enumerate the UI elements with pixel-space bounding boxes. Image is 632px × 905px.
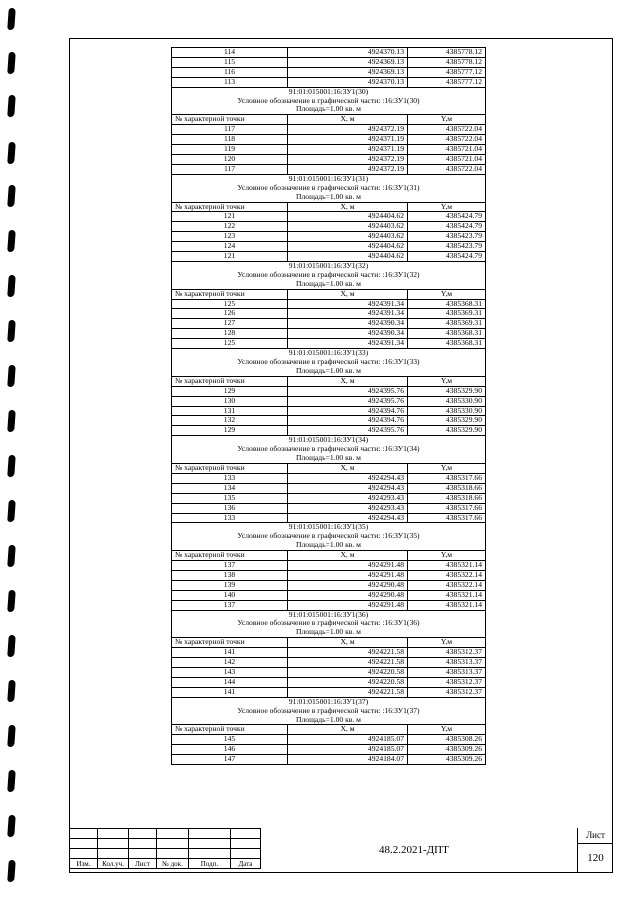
x-coordinate-cell: 4924291.48 xyxy=(288,570,408,580)
x-coordinate-cell: 4924390.34 xyxy=(288,329,408,339)
cadastral-number: 91:01:015001:16:ЗУ1(31) xyxy=(172,174,486,183)
x-coordinate-cell: 4924391.34 xyxy=(288,309,408,319)
point-number-cell: 128 xyxy=(172,329,288,339)
y-header: Y,м xyxy=(408,551,486,561)
x-coordinate-cell: 4924221.58 xyxy=(288,658,408,668)
table-row xyxy=(172,242,486,252)
x-coordinate-cell: 4924391.34 xyxy=(288,339,408,349)
x-coordinate-cell: 4924403.62 xyxy=(288,232,408,242)
table-row xyxy=(172,164,486,174)
binding-hole-mark xyxy=(7,860,16,882)
revision-header-row xyxy=(70,859,261,869)
point-number-cell: 133 xyxy=(172,513,288,523)
point-number-cell: 143 xyxy=(172,668,288,678)
y-coordinate-cell: 4385368.31 xyxy=(408,339,486,349)
x-coordinate-cell: 4924370.13 xyxy=(288,48,408,58)
x-coordinate-cell: 4924371.19 xyxy=(288,135,408,145)
table-row xyxy=(172,600,486,610)
x-coordinate-cell: 4924221.58 xyxy=(288,648,408,658)
designation-caption-row xyxy=(172,184,486,193)
table-row xyxy=(172,222,486,232)
x-coordinate-cell: 4924290.48 xyxy=(288,590,408,600)
point-number-cell: 124 xyxy=(172,242,288,252)
point-number-cell: 122 xyxy=(172,222,288,232)
x-header: X, м xyxy=(288,463,408,473)
column-header-row xyxy=(172,289,486,299)
designation-caption: Условное обозначение в графической части: :16:ЗУ1(34) xyxy=(172,445,486,454)
x-coordinate-cell: 4924371.19 xyxy=(288,145,408,155)
table-row xyxy=(172,125,486,135)
point-number-cell: 147 xyxy=(172,755,288,765)
y-coordinate-cell: 4385321.14 xyxy=(408,590,486,600)
designation-caption-row xyxy=(172,619,486,628)
table-row xyxy=(172,329,486,339)
document-code: 48.2.2021-ДПТ xyxy=(379,844,449,856)
point-number-header: № характерной точки xyxy=(172,463,288,473)
binding-hole-mark xyxy=(7,680,16,702)
point-number-cell: 127 xyxy=(172,319,288,329)
area-caption-row xyxy=(172,280,486,289)
designation-caption-row xyxy=(172,271,486,280)
area-caption-row xyxy=(172,541,486,550)
title-block xyxy=(69,828,613,873)
area-caption: Площадь=1.00 кв. м xyxy=(172,628,486,637)
table-row xyxy=(172,570,486,580)
column-header-row xyxy=(172,551,486,561)
area-caption: Площадь=1.00 кв. м xyxy=(172,716,486,725)
point-number-cell: 125 xyxy=(172,299,288,309)
point-number-cell: 129 xyxy=(172,386,288,396)
point-number-cell: 137 xyxy=(172,561,288,571)
table-row xyxy=(172,319,486,329)
x-header: X, м xyxy=(288,202,408,212)
y-coordinate-cell: 4385423.79 xyxy=(408,232,486,242)
table-row xyxy=(172,416,486,426)
x-coordinate-cell: 4924404.62 xyxy=(288,242,408,252)
cadastral-number: 91:01:015001:16:ЗУ1(36) xyxy=(172,610,486,619)
binding-hole-mark xyxy=(7,455,16,477)
point-number-cell: 141 xyxy=(172,648,288,658)
binding-hole-mark xyxy=(7,230,16,252)
area-caption-row xyxy=(172,628,486,637)
point-number-cell: 115 xyxy=(172,57,288,67)
point-number-cell: 138 xyxy=(172,570,288,580)
point-number-cell: 129 xyxy=(172,426,288,436)
table-row xyxy=(172,135,486,145)
cadastral-number-row xyxy=(172,610,486,619)
designation-caption-row xyxy=(172,358,486,367)
area-caption: Площадь=1.00 кв. м xyxy=(172,541,486,550)
x-coordinate-cell: 4924369.13 xyxy=(288,67,408,77)
x-coordinate-cell: 4924293.43 xyxy=(288,503,408,513)
column-header-row xyxy=(172,638,486,648)
column-header-row xyxy=(172,725,486,735)
designation-caption: Условное обозначение в графической части: :16:ЗУ1(33) xyxy=(172,358,486,367)
table-row xyxy=(172,77,486,87)
table-row xyxy=(172,590,486,600)
cadastral-number: 91:01:015001:16:ЗУ1(32) xyxy=(172,261,486,270)
table-row xyxy=(172,299,486,309)
y-coordinate-cell: 4385329.90 xyxy=(408,416,486,426)
cadastral-number-row xyxy=(172,261,486,270)
x-header: X, м xyxy=(288,638,408,648)
x-coordinate-cell: 4924394.76 xyxy=(288,406,408,416)
binding-hole-mark xyxy=(7,185,16,207)
point-number-cell: 120 xyxy=(172,154,288,164)
x-coordinate-cell: 4924394.76 xyxy=(288,416,408,426)
x-coordinate-cell: 4924370.13 xyxy=(288,77,408,87)
table-row xyxy=(172,426,486,436)
y-coordinate-cell: 4385330.90 xyxy=(408,406,486,416)
y-coordinate-cell: 4385777.12 xyxy=(408,77,486,87)
x-coordinate-cell: 4924293.43 xyxy=(288,493,408,503)
binding-hole-mark xyxy=(7,500,16,522)
designation-caption: Условное обозначение в графической части: :16:ЗУ1(32) xyxy=(172,271,486,280)
column-header-row xyxy=(172,202,486,212)
y-coordinate-cell: 4385322.14 xyxy=(408,570,486,580)
column-header-row xyxy=(172,376,486,386)
point-number-cell: 144 xyxy=(172,677,288,687)
x-coordinate-cell: 4924404.62 xyxy=(288,252,408,262)
table-row xyxy=(172,406,486,416)
table-row xyxy=(172,309,486,319)
area-caption: Площадь=1.00 кв. м xyxy=(172,105,486,114)
point-number-cell: 126 xyxy=(172,309,288,319)
binding-hole-mark xyxy=(7,8,16,30)
sheet-number: 120 xyxy=(587,852,604,864)
x-coordinate-cell: 4924220.58 xyxy=(288,677,408,687)
point-number-cell: 139 xyxy=(172,580,288,590)
y-coordinate-cell: 4385424.79 xyxy=(408,252,486,262)
table-row xyxy=(172,648,486,658)
x-coordinate-cell: 4924184.07 xyxy=(288,755,408,765)
binding-hole-mark xyxy=(7,320,16,342)
y-header: Y,м xyxy=(408,115,486,125)
y-coordinate-cell: 4385309.26 xyxy=(408,745,486,755)
x-coordinate-cell: 4924220.58 xyxy=(288,668,408,678)
y-coordinate-cell: 4385318.66 xyxy=(408,493,486,503)
revision-column-label: № док. xyxy=(157,859,189,869)
cadastral-number-row xyxy=(172,523,486,532)
cadastral-number-row xyxy=(172,697,486,706)
table-row xyxy=(172,735,486,745)
y-header: Y,м xyxy=(408,289,486,299)
binding-hole-mark xyxy=(7,725,16,747)
designation-caption-row xyxy=(172,97,486,106)
designation-caption: Условное обозначение в графической части: :16:ЗУ1(37) xyxy=(172,707,486,716)
area-caption: Площадь=1.00 кв. м xyxy=(172,367,486,376)
y-coordinate-cell: 4385313.37 xyxy=(408,668,486,678)
cadastral-number: 91:01:015001:16:ЗУ1(33) xyxy=(172,349,486,358)
area-caption-row xyxy=(172,716,486,725)
y-coordinate-cell: 4385722.04 xyxy=(408,164,486,174)
binding-hole-mark xyxy=(7,770,16,792)
x-header: X, м xyxy=(288,289,408,299)
point-number-header: № характерной точки xyxy=(172,638,288,648)
y-coordinate-cell: 4385317.66 xyxy=(408,503,486,513)
designation-caption-row xyxy=(172,445,486,454)
point-number-cell: 118 xyxy=(172,135,288,145)
x-coordinate-cell: 4924185.07 xyxy=(288,735,408,745)
table-row xyxy=(172,745,486,755)
area-caption-row xyxy=(172,454,486,463)
area-caption-row xyxy=(172,193,486,202)
y-coordinate-cell: 4385330.90 xyxy=(408,396,486,406)
table-row xyxy=(172,483,486,493)
point-number-cell: 145 xyxy=(172,735,288,745)
x-header: X, м xyxy=(288,376,408,386)
cadastral-number-row xyxy=(172,349,486,358)
column-header-row xyxy=(172,115,486,125)
cadastral-number: 91:01:015001:16:ЗУ1(30) xyxy=(172,87,486,96)
y-coordinate-cell: 4385424.79 xyxy=(408,212,486,222)
y-coordinate-cell: 4385312.37 xyxy=(408,648,486,658)
y-coordinate-cell: 4385368.31 xyxy=(408,329,486,339)
y-coordinate-cell: 4385309.26 xyxy=(408,755,486,765)
point-number-cell: 140 xyxy=(172,590,288,600)
binding-hole-mark xyxy=(7,410,16,432)
designation-caption: Условное обозначение в графической части: :16:ЗУ1(35) xyxy=(172,532,486,541)
point-number-cell: 141 xyxy=(172,687,288,697)
binding-hole-mark xyxy=(7,142,16,164)
y-coordinate-cell: 4385424.79 xyxy=(408,222,486,232)
x-coordinate-cell: 4924372.19 xyxy=(288,125,408,135)
cadastral-number: 91:01:015001:16:ЗУ1(35) xyxy=(172,523,486,532)
binding-hole-mark xyxy=(7,815,16,837)
point-number-header: № характерной точки xyxy=(172,551,288,561)
designation-caption-row xyxy=(172,532,486,541)
point-number-header: № характерной точки xyxy=(172,376,288,386)
y-coordinate-cell: 4385778.12 xyxy=(408,48,486,58)
x-coordinate-cell: 4924294.43 xyxy=(288,513,408,523)
y-header: Y,м xyxy=(408,725,486,735)
point-number-cell: 123 xyxy=(172,232,288,242)
y-coordinate-cell: 4385317.66 xyxy=(408,513,486,523)
y-coordinate-cell: 4385722.04 xyxy=(408,135,486,145)
point-number-cell: 121 xyxy=(172,212,288,222)
revision-table xyxy=(69,828,261,869)
area-caption-row xyxy=(172,367,486,376)
table-row xyxy=(172,396,486,406)
table-row xyxy=(172,473,486,483)
area-caption: Площадь=1.00 кв. м xyxy=(172,280,486,289)
y-coordinate-cell: 4385329.90 xyxy=(408,426,486,436)
revision-column-label: Изм. xyxy=(70,859,98,869)
point-number-cell: 125 xyxy=(172,339,288,349)
y-coordinate-cell: 4385722.04 xyxy=(408,125,486,135)
revision-column-label: Дата xyxy=(231,859,261,869)
y-coordinate-cell: 4385369.31 xyxy=(408,309,486,319)
cadastral-number: 91:01:015001:16:ЗУ1(34) xyxy=(172,436,486,445)
point-number-cell: 116 xyxy=(172,67,288,77)
x-header: X, м xyxy=(288,115,408,125)
x-coordinate-cell: 4924294.43 xyxy=(288,473,408,483)
binding-hole-mark xyxy=(7,275,16,297)
point-number-cell: 142 xyxy=(172,658,288,668)
sheet-box xyxy=(577,828,613,873)
binding-hole-mark xyxy=(7,52,16,74)
table-row xyxy=(172,232,486,242)
coordinates-table xyxy=(171,47,486,765)
x-coordinate-cell: 4924221.58 xyxy=(288,687,408,697)
point-number-cell: 136 xyxy=(172,503,288,513)
cadastral-number-row xyxy=(172,174,486,183)
y-coordinate-cell: 4385312.37 xyxy=(408,677,486,687)
y-coordinate-cell: 4385721.04 xyxy=(408,154,486,164)
y-coordinate-cell: 4385778.12 xyxy=(408,57,486,67)
point-number-cell: 135 xyxy=(172,493,288,503)
binding-hole-mark xyxy=(7,365,16,387)
point-number-cell: 114 xyxy=(172,48,288,58)
x-header: X, м xyxy=(288,725,408,735)
column-header-row xyxy=(172,463,486,473)
x-coordinate-cell: 4924294.43 xyxy=(288,483,408,493)
table-row xyxy=(172,154,486,164)
x-coordinate-cell: 4924291.48 xyxy=(288,561,408,571)
x-header: X, м xyxy=(288,551,408,561)
point-number-cell: 146 xyxy=(172,745,288,755)
binding-hole-mark xyxy=(7,545,16,567)
y-coordinate-cell: 4385321.14 xyxy=(408,600,486,610)
table-row xyxy=(172,212,486,222)
point-number-cell: 137 xyxy=(172,600,288,610)
table-row xyxy=(172,687,486,697)
y-coordinate-cell: 4385318.66 xyxy=(408,483,486,493)
area-caption: Площадь=1.00 кв. м xyxy=(172,454,486,463)
x-coordinate-cell: 4924369.13 xyxy=(288,57,408,67)
table-row xyxy=(172,493,486,503)
table-row xyxy=(172,668,486,678)
y-header: Y,м xyxy=(408,376,486,386)
cadastral-number: 91:01:015001:16:ЗУ1(37) xyxy=(172,697,486,706)
table-row xyxy=(172,252,486,262)
binding-hole-mark xyxy=(7,590,16,612)
revision-column-label: Кол.уч. xyxy=(98,859,129,869)
y-coordinate-cell: 4385369.31 xyxy=(408,319,486,329)
designation-caption: Условное обозначение в графической части: :16:ЗУ1(31) xyxy=(172,184,486,193)
revision-column-label: Лист xyxy=(129,859,157,869)
cadastral-number-row xyxy=(172,436,486,445)
x-coordinate-cell: 4924372.19 xyxy=(288,164,408,174)
x-coordinate-cell: 4924395.76 xyxy=(288,396,408,406)
y-coordinate-cell: 4385423.79 xyxy=(408,242,486,252)
table-row xyxy=(172,580,486,590)
y-coordinate-cell: 4385329.90 xyxy=(408,386,486,396)
table-row xyxy=(172,48,486,58)
y-header: Y,м xyxy=(408,463,486,473)
table-row xyxy=(172,145,486,155)
designation-caption: Условное обозначение в графической части: :16:ЗУ1(36) xyxy=(172,619,486,628)
x-coordinate-cell: 4924291.48 xyxy=(288,600,408,610)
designation-caption: Условное обозначение в графической части: :16:ЗУ1(30) xyxy=(172,97,486,106)
point-number-cell: 117 xyxy=(172,125,288,135)
point-number-cell: 113 xyxy=(172,77,288,87)
x-coordinate-cell: 4924391.34 xyxy=(288,299,408,309)
y-coordinate-cell: 4385308.26 xyxy=(408,735,486,745)
point-number-cell: 134 xyxy=(172,483,288,493)
cadastral-number-row xyxy=(172,87,486,96)
table-row xyxy=(172,561,486,571)
table-row xyxy=(172,67,486,77)
x-coordinate-cell: 4924395.76 xyxy=(288,426,408,436)
y-coordinate-cell: 4385322.14 xyxy=(408,580,486,590)
point-number-cell: 119 xyxy=(172,145,288,155)
coordinates-table-container xyxy=(171,47,485,765)
point-number-header: № характерной точки xyxy=(172,202,288,212)
y-coordinate-cell: 4385313.37 xyxy=(408,658,486,668)
revision-column-label: Подп. xyxy=(189,859,231,869)
x-coordinate-cell: 4924390.34 xyxy=(288,319,408,329)
designation-caption-row xyxy=(172,707,486,716)
table-row xyxy=(172,57,486,67)
point-number-cell: 133 xyxy=(172,473,288,483)
x-coordinate-cell: 4924372.19 xyxy=(288,154,408,164)
point-number-cell: 131 xyxy=(172,406,288,416)
binding-holes xyxy=(8,0,22,905)
table-row xyxy=(172,677,486,687)
table-row xyxy=(172,513,486,523)
sheet-label: Лист xyxy=(578,828,613,844)
x-coordinate-cell: 4924185.07 xyxy=(288,745,408,755)
y-header: Y,м xyxy=(408,638,486,648)
y-coordinate-cell: 4385321.14 xyxy=(408,561,486,571)
table-row xyxy=(172,755,486,765)
point-number-cell: 130 xyxy=(172,396,288,406)
y-coordinate-cell: 4385312.37 xyxy=(408,687,486,697)
binding-hole-mark xyxy=(7,95,16,117)
y-coordinate-cell: 4385721.04 xyxy=(408,145,486,155)
point-number-cell: 117 xyxy=(172,164,288,174)
area-caption: Площадь=1.00 кв. м xyxy=(172,193,486,202)
point-number-cell: 121 xyxy=(172,252,288,262)
area-caption-row xyxy=(172,105,486,114)
x-coordinate-cell: 4924290.48 xyxy=(288,580,408,590)
y-coordinate-cell: 4385317.66 xyxy=(408,473,486,483)
table-row xyxy=(172,503,486,513)
binding-hole-mark xyxy=(7,635,16,657)
x-coordinate-cell: 4924395.76 xyxy=(288,386,408,396)
y-coordinate-cell: 4385777.12 xyxy=(408,67,486,77)
table-row xyxy=(172,339,486,349)
y-header: Y,м xyxy=(408,202,486,212)
x-coordinate-cell: 4924404.62 xyxy=(288,212,408,222)
point-number-header: № характерной точки xyxy=(172,115,288,125)
table-row xyxy=(172,386,486,396)
point-number-cell: 132 xyxy=(172,416,288,426)
x-coordinate-cell: 4924403.62 xyxy=(288,222,408,232)
table-row xyxy=(172,658,486,668)
point-number-header: № характерной точки xyxy=(172,725,288,735)
y-coordinate-cell: 4385368.31 xyxy=(408,299,486,309)
point-number-header: № характерной точки xyxy=(172,289,288,299)
